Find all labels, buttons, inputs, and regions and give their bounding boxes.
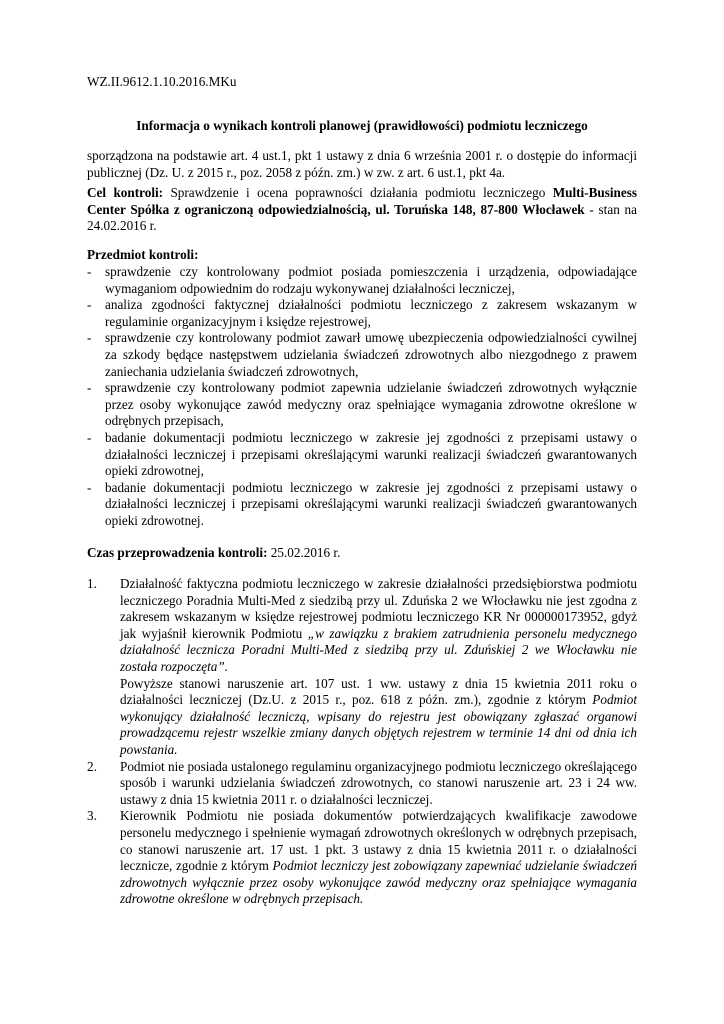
subject-heading: Przedmiot kontroli: [87, 247, 199, 262]
finding-number: 1. [87, 576, 97, 591]
list-item [87, 380, 637, 430]
finding-text: Kierownik Podmiotu nie posiada dokumentów potwierdzających kwalifikacje zawodowe personelu medycznego i spełnienie wymagań zdrowotnych określonych w odrębnych przepisach, co stanowi naruszenie art. 17 ust. 1 pkt. 3 ustawy z dnia 15 kwietnia 2011 r. o działalności lecznicze, zgodnie z którym [120, 808, 637, 874]
goal-tail: - stan na 24.02.2016 r. [87, 201, 637, 234]
time-value: 25.02.2016 r. [267, 545, 341, 560]
list-item-text: sprawdzenie czy kontrolowany podmiot posiada pomieszczenia i urządzenia, odpowiadające wymaganiom odpowiednim do rodzaju wykonywanej działalności leczniczej, [105, 264, 637, 296]
list-marker: - [87, 330, 92, 346]
list-item-text: badanie dokumentacji podmiotu leczniczego w zakresie jej zgodności z przepisami ustawy o działalności leczniczej i przepisami określającymi warunki realizacji świadczeń gwarantowanych opieki zdrowotnej, [105, 429, 637, 479]
list-item [87, 330, 637, 380]
goal-label: Cel kontroli: [87, 185, 164, 200]
list-item-text: badanie dokumentacji podmiotu leczniczego w zakresie jej zgodności z przepisami ustawy o działalności leczniczej i przepisami określającymi warunki realizacji świadczeń gwarantowanych opieki zdrowotnej. [105, 479, 637, 528]
list-marker: - [87, 380, 92, 396]
finding-quote: Podmiot leczniczy jest zobowiązany zapewniać udzielanie świadczeń zdrowotnych wyłącznie przez osoby wykonujące zawód medyczny oraz spełniające wymagania zdrowotne określone w odrębnych przepisach. [120, 858, 637, 907]
legal-basis-paragraph: sporządzona na podstawie art. 4 ust.1, pkt 1 ustawy z dnia 6 września 2001 r. o dostępie do informacji publicznej (Dz. U. z 2015 r., poz. 2058 z późn. zm.) w zw. z art. 6 ust.1, pkt 4a. [87, 148, 637, 180]
document-reference-number: WZ.II.9612.1.10.2016.MKu [87, 74, 237, 89]
finding-violation-quote: Podmiot wykonujący działalność leczniczą, wpisany do rejestru jest obowiązany zgłaszać organowi prowadzącemu rejestr wszelkie zmiany danych objętych rejestrem w terminie 14 dni od dnia ich powstania. [120, 692, 637, 757]
document-title: Informacja o wynikach kontroli planowej (prawidłowości) podmiotu leczniczego [136, 118, 588, 133]
goal-text: Sprawdzenie i ocena poprawności działania podmiotu leczniczego [163, 185, 553, 200]
list-item [87, 297, 637, 330]
list-marker: - [87, 479, 92, 495]
list-marker: - [87, 297, 92, 313]
list-item-text: analiza zgodności faktycznej działalności podmiotu leczniczego z zakresem wskazanym w regulaminie organizacyjnym i księdze rejestrowej, [105, 297, 637, 329]
finding-item [87, 808, 637, 908]
finding-text: Podmiot nie posiada ustalonego regulaminu organizacyjnego podmiotu leczniczego określającego sposób i warunki udzielania świadczeń zdrowotnych, co stanowi naruszenie art. 23 i 24 ww. ustawy z dnia 15 kwietnia 2011 r. o działalności leczniczej. [120, 758, 637, 807]
list-item [87, 430, 637, 480]
time-label: Czas przeprowadzenia kontroli: [87, 545, 268, 560]
inspection-time [87, 545, 340, 562]
finding-quote: „w zawiązku z brakiem zatrudnienia personelu medycznego działalność lecznicza Poradni Multi-Med z siedzibą przy ul. Zduńskiej 2 we Włocławku nie została rozpoczęta”. [120, 625, 637, 674]
list-marker: - [87, 429, 92, 445]
subject-list [87, 264, 637, 530]
list-item-text: sprawdzenie czy kontrolowany podmiot zawarł umowę ubezpieczenia odpowiedzialności cywilnej za szkody będące następstwem udzielania świadczeń zdrowotnych albo niezgodnego z prawem zaniechania udzielania świadczeń zdrowotnych, [105, 330, 637, 379]
finding-item [87, 759, 637, 809]
list-marker: - [87, 264, 92, 279]
inspection-goal-paragraph [87, 185, 637, 235]
list-item [87, 264, 637, 297]
finding-item [87, 576, 637, 759]
finding-violation-text: Powyższe stanowi naruszenie art. 107 ust. 1 ww. ustawy z dnia 15 kwietnia 2011 roku o działalności leczniczej (Dz.U. z 2015 r., poz. 618 z późn. zm.), zgodnie z którym [120, 675, 637, 708]
list-item [87, 480, 637, 530]
finding-number: 3. [87, 808, 97, 824]
finding-number: 2. [87, 758, 97, 774]
finding-text: Działalność faktyczna podmiotu leczniczego w zakresie działalności przedsiębiorstwa podmiotu leczniczego Poradnia Multi-Med z siedzibą przy ul. Zduńska 2 we Włocławku nie jest zgodna z zakresem wskazanym w księdze rejestrowej podmiotu leczniczego KR Nr 000000173952, gdyż jak wyjaśnił kierownik Podmiotu [120, 576, 637, 641]
list-item-text: sprawdzenie czy kontrolowany podmiot zapewnia udzielanie świadczeń zdrowotnych wyłącznie przez osoby wykonujące zawód medyczny oraz spełniające wymagania zdrowotne określone w odrębnych przepisach, [105, 380, 637, 429]
findings-list [87, 576, 637, 908]
goal-entity: Multi-Business Center Spółka z ograniczoną odpowiedzialnością, ul. Toruńska 148, 87-800 Włocławek [87, 185, 637, 217]
